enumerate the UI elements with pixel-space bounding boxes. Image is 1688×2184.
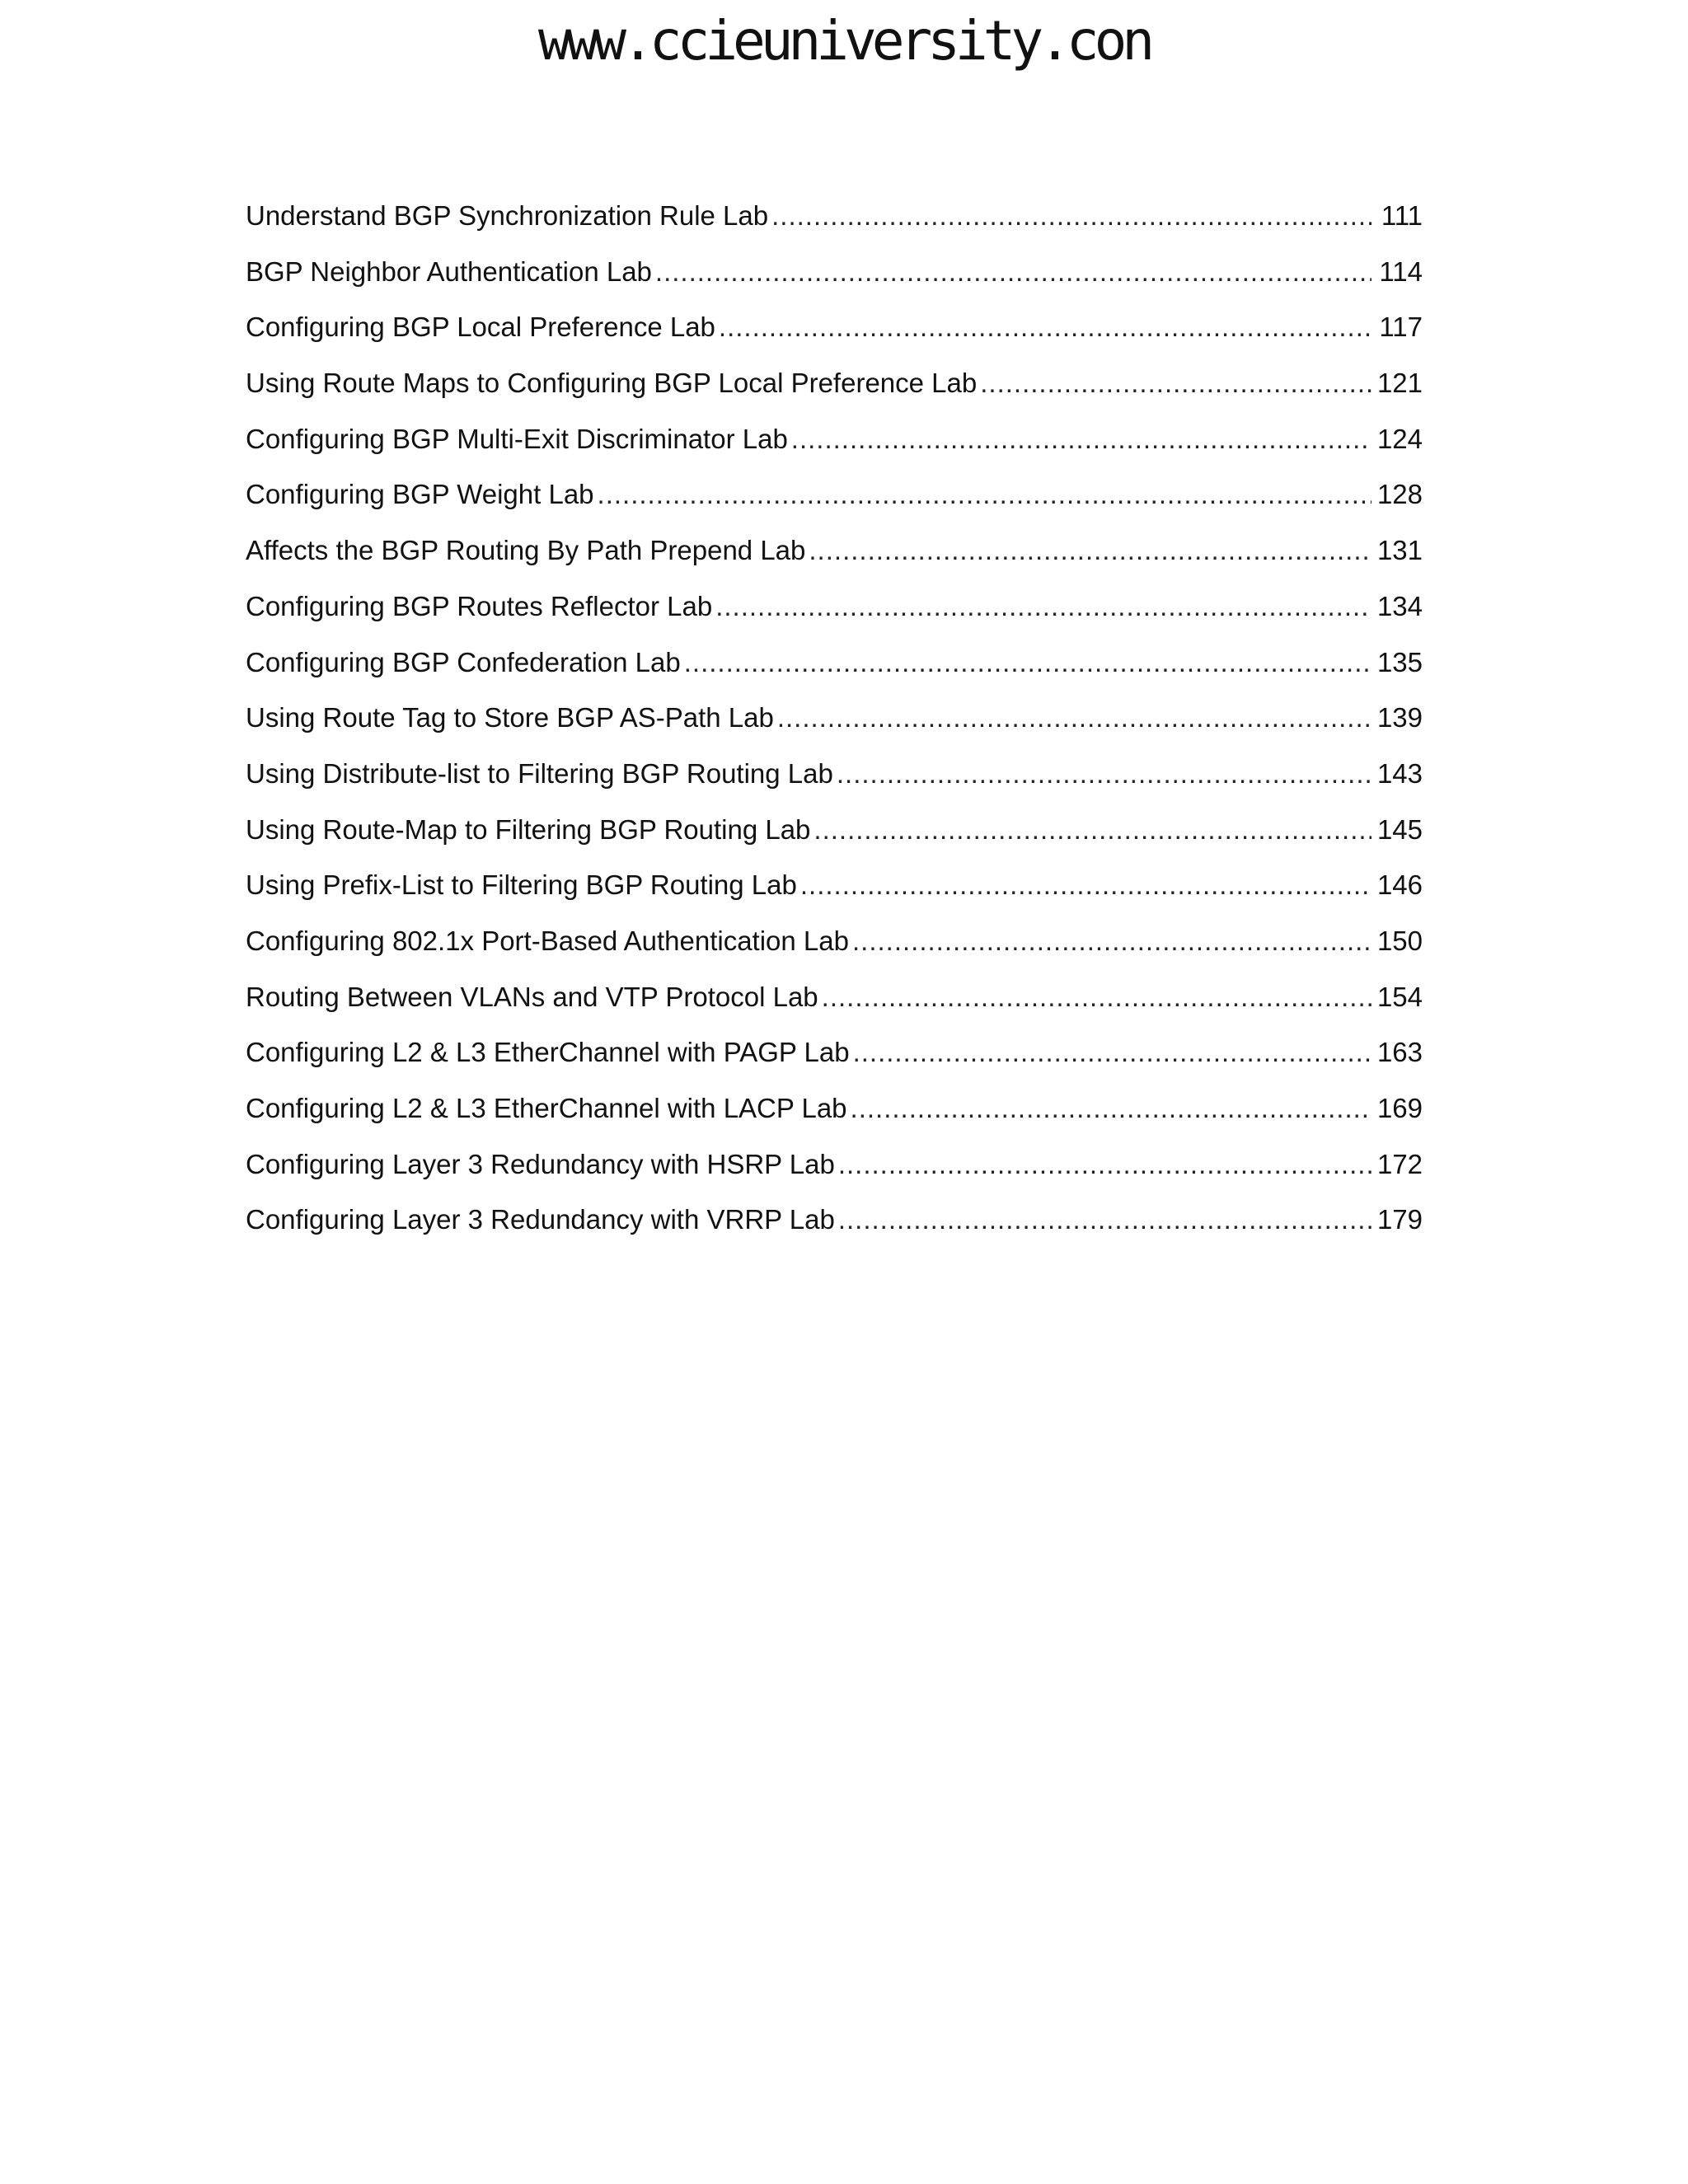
toc-entry-title: Configuring 802.1x Port-Based Authentication Lab (246, 925, 849, 956)
site-header: www.ccieuniversity.con (537, 9, 1151, 73)
toc-page-number: 179 (1376, 1204, 1423, 1235)
toc-entry-title: Configuring BGP Weight Lab (246, 479, 594, 510)
toc-entry-title: Configuring L2 & L3 EtherChannel with LACP Lab (246, 1093, 847, 1123)
table-of-contents (246, 196, 1423, 1256)
toc-leader-dots (684, 643, 1372, 682)
toc-entry[interactable] (246, 643, 1423, 699)
toc-entry[interactable] (246, 977, 1423, 1033)
toc-entry[interactable] (246, 1089, 1423, 1145)
toc-page-number: 134 (1376, 590, 1423, 621)
toc-leader-dots (838, 1145, 1372, 1184)
toc-page-number: 139 (1376, 702, 1423, 733)
toc-leader-dots (980, 363, 1372, 403)
toc-leader-dots (598, 475, 1372, 514)
toc-leader-dots (851, 1089, 1372, 1128)
toc-entry[interactable] (246, 865, 1423, 921)
toc-entry[interactable] (246, 698, 1423, 754)
toc-entry[interactable] (246, 754, 1423, 810)
toc-page-number: 146 (1376, 869, 1423, 901)
toc-page-number: 135 (1376, 646, 1423, 677)
toc-page-number: 169 (1376, 1093, 1423, 1123)
toc-entry-title: Using Distribute-list to Filtering BGP Routing Lab (246, 757, 833, 789)
toc-entry-title: Configuring BGP Multi-Exit Discriminator Lab (246, 423, 788, 454)
toc-entry-title: Configuring Layer 3 Redundancy with HSRP Lab (246, 1148, 835, 1179)
toc-page-number: 131 (1376, 535, 1423, 566)
toc-leader-dots (809, 531, 1372, 570)
toc-entry-title: Configuring L2 & L3 EtherChannel with PAGP Lab (246, 1037, 850, 1068)
toc-leader-dots (853, 1033, 1372, 1072)
toc-leader-dots (655, 252, 1372, 292)
toc-leader-dots (715, 587, 1372, 626)
toc-entry-title: Routing Between VLANs and VTP Protocol Lab (246, 981, 818, 1012)
toc-leader-dots (822, 977, 1372, 1017)
toc-entry[interactable] (246, 307, 1423, 363)
toc-entry[interactable] (246, 587, 1423, 643)
toc-entry-title: Configuring BGP Local Preference Lab (246, 312, 715, 343)
toc-entry[interactable] (246, 363, 1423, 419)
toc-entry[interactable] (246, 196, 1423, 252)
toc-page-number: 111 (1381, 200, 1423, 231)
toc-leader-dots (837, 754, 1372, 794)
toc-entry-title: Using Route-Map to Filtering BGP Routing Lab (246, 813, 811, 845)
toc-entry[interactable] (246, 1033, 1423, 1089)
toc-entry-title: BGP Neighbor Authentication Lab (246, 255, 652, 287)
toc-page-number: 143 (1376, 757, 1423, 789)
toc-entry[interactable] (246, 810, 1423, 866)
toc-leader-dots (777, 698, 1372, 738)
toc-entry[interactable] (246, 475, 1423, 531)
toc-page-number: 150 (1376, 925, 1423, 956)
toc-entry-title: Configuring Layer 3 Redundancy with VRRP Lab (246, 1204, 835, 1235)
toc-page-number: 121 (1376, 368, 1423, 399)
toc-entry-title: Configuring BGP Routes Reflector Lab (246, 590, 713, 621)
toc-entry-title: Configuring BGP Confederation Lab (246, 646, 681, 677)
toc-leader-dots (800, 865, 1372, 905)
toc-page-number: 114 (1379, 255, 1423, 287)
toc-page-number: 145 (1376, 813, 1423, 845)
toc-entry-title: Affects the BGP Routing By Path Prepend Lab (246, 535, 806, 566)
toc-leader-dots (771, 196, 1372, 236)
toc-entry[interactable] (246, 1200, 1423, 1256)
toc-page-number: 163 (1376, 1037, 1423, 1068)
toc-entry[interactable] (246, 921, 1423, 977)
toc-page-number: 154 (1376, 981, 1423, 1012)
toc-leader-dots (838, 1200, 1372, 1240)
toc-entry[interactable] (246, 531, 1423, 587)
toc-entry-title: Understand BGP Synchronization Rule Lab (246, 200, 769, 231)
toc-leader-dots (814, 810, 1372, 850)
toc-entry-title: Using Route Maps to Configuring BGP Local Preference Lab (246, 368, 978, 399)
toc-entry[interactable] (246, 419, 1423, 476)
toc-entry[interactable] (246, 252, 1423, 308)
toc-entry-title: Using Prefix-List to Filtering BGP Routing Lab (246, 869, 797, 901)
toc-entry-title: Using Route Tag to Store BGP AS-Path Lab (246, 702, 774, 733)
toc-leader-dots (791, 419, 1372, 459)
toc-page-number: 172 (1376, 1148, 1423, 1179)
toc-page-number: 124 (1376, 423, 1423, 454)
toc-page-number: 117 (1379, 312, 1423, 343)
toc-leader-dots (719, 307, 1372, 347)
toc-page-number: 128 (1376, 479, 1423, 510)
toc-leader-dots (852, 921, 1372, 961)
toc-entry[interactable] (246, 1145, 1423, 1201)
